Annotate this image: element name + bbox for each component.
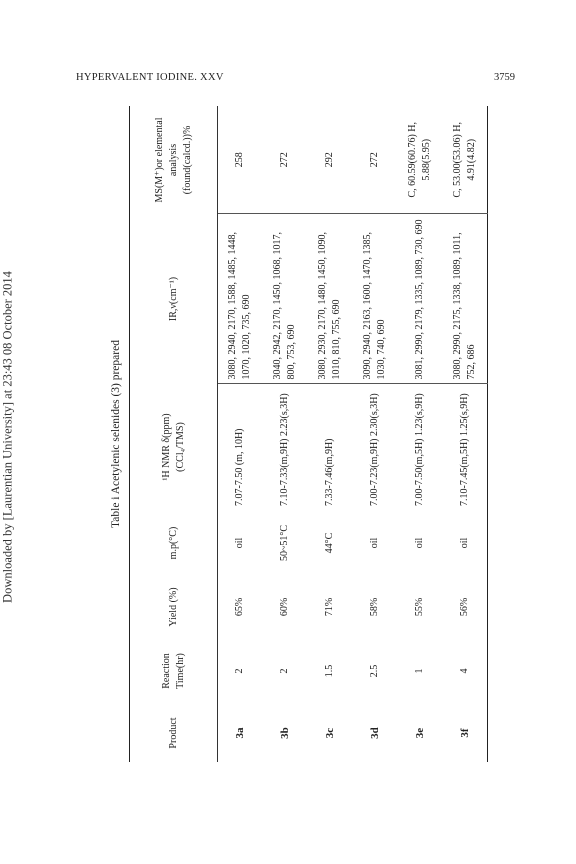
cell-ir: 3040, 2942, 2170, 1450, 1068, 1017, 800, 753, 690: [263, 214, 308, 384]
cell-ir: 3081, 2990, 2179, 1335, 1089, 730, 690: [398, 214, 443, 384]
cell-product: 3e: [414, 727, 426, 739]
table-row: [443, 106, 488, 762]
cell-yield: 71%: [324, 597, 335, 617]
table-caption: Table i Acetylenic selenides (3) prepared: [110, 340, 122, 528]
cell-ms: C, 53.00(53.06) H, 4.91(4.82): [443, 106, 488, 214]
table-row: [308, 106, 353, 762]
cell-ms: 292: [308, 106, 353, 214]
cell-yield: 55%: [414, 597, 425, 617]
cell-time: 2.5: [369, 664, 380, 678]
cell-time: 2: [234, 668, 246, 674]
cell-yield: 56%: [458, 597, 470, 617]
cell-time: 2: [279, 668, 290, 674]
cell-product: 3b: [279, 727, 291, 739]
header-yield: Yield (%): [130, 576, 218, 638]
cell-ir: 3080, 2940, 2170, 1588, 1485, 1448, 1070, 1020, 735, 690: [218, 214, 263, 384]
cell-product: 3c: [324, 727, 336, 739]
cell-mp: oil: [369, 537, 380, 549]
cell-ir: 3080, 2930, 2170, 1480, 1450, 1090, 1010, 810, 755, 690: [308, 214, 353, 384]
cell-yield: 65%: [234, 597, 246, 617]
cell-mp: oil: [414, 537, 425, 549]
cell-nmr: 7.33-7.46(m,9H): [324, 438, 335, 506]
header-mp: m.p(°C): [130, 510, 218, 576]
header-product: Product: [130, 704, 218, 762]
acetylenic-selenides-table: [129, 106, 488, 762]
page-number: 3759: [494, 72, 515, 83]
cell-mp: oil: [458, 537, 470, 549]
cell-mp: 44°C: [324, 532, 335, 554]
cell-nmr: 7.00-7.50(m,5H) 1.23(s,9H): [414, 393, 425, 506]
cell-nmr: 7.10-7.45(m,5H) 1.25(s,9H): [458, 393, 470, 506]
table-header-row: [130, 106, 218, 762]
table-row: [218, 106, 263, 762]
cell-yield: 58%: [369, 597, 380, 617]
cell-ms: C, 60.59(60.76) H, 5.88(5.95): [398, 106, 443, 214]
cell-mp: oil: [234, 537, 246, 549]
cell-time: 1: [414, 668, 425, 674]
cell-ms: 272: [353, 106, 398, 214]
header-nmr: ¹H NMR δ(ppm) (CCl₄/TMS): [130, 384, 218, 510]
cell-mp: 50~51°C: [279, 524, 290, 562]
running-head: HYPERVALENT IODINE. XXV: [76, 72, 224, 83]
table-row: [263, 106, 308, 762]
cell-time: 4: [458, 668, 470, 674]
cell-product: 3f: [458, 728, 471, 738]
table-row: [398, 106, 443, 762]
header-ms: MS(M⁺)or elemental analysis (found(calcd.))%: [130, 106, 218, 214]
cell-product: 3a: [234, 727, 247, 739]
watermark-text: Downloaded by [Laurentian University] at 23:43 08 October 2014: [0, 271, 15, 603]
rotated-table-block: [107, 106, 489, 762]
header-ir: IR,ν(cm⁻¹): [130, 214, 218, 384]
cell-time: 1.5: [324, 664, 335, 678]
cell-ms: 258: [218, 106, 263, 214]
header-reaction-time: Reaction Time(hr): [130, 638, 218, 704]
cell-nmr: 7.00-7.23(m,9H) 2.30(s,3H): [369, 393, 380, 506]
cell-ir: 3090, 2940, 2163, 1600, 1470, 1385, 1030, 740, 690: [353, 214, 398, 384]
cell-yield: 60%: [279, 597, 290, 617]
cell-ms: 272: [263, 106, 308, 214]
table-row: [353, 106, 398, 762]
cell-ir: 3080, 2990, 2175, 1338, 1089, 1011, 752, 686: [443, 214, 488, 384]
cell-nmr: 7.10-7.33(m,9H) 2.23(s,3H): [279, 393, 290, 506]
cell-product: 3d: [369, 727, 381, 739]
cell-nmr: 7.07-7.50 (m, 10H): [234, 428, 246, 506]
